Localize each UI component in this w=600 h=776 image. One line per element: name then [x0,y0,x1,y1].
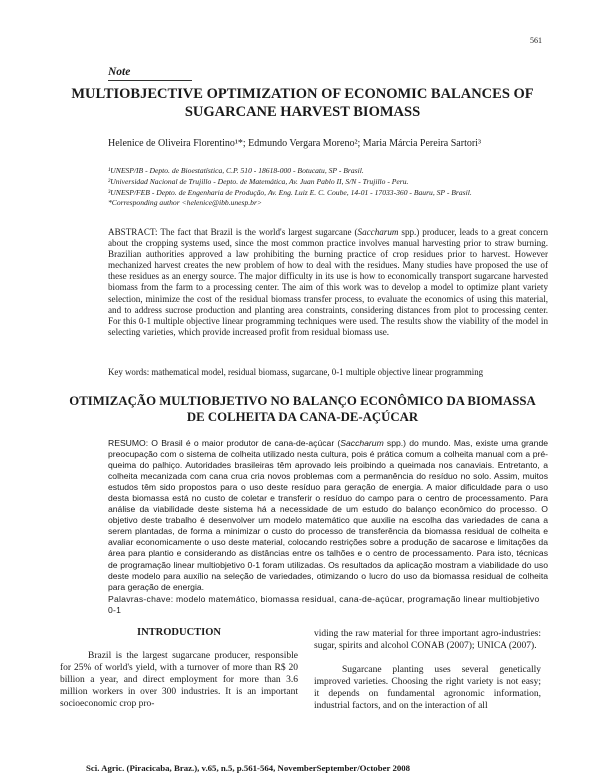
affiliations [108,166,548,209]
affiliation-3: ³UNESP/FEB - Depto. de Engenharia de Produção, Av. Eng. Luiz E. C. Coube, 14-01 - 17033-360 - Bauru, SP - Brasil. [108,187,472,197]
resumo-label: RESUMO: [108,438,149,448]
intro-paragraph-1-continued: viding the raw material for three important agro-industries: sugar, spirits and alcohol CONAB (2007); UNICA (2007). [314,629,541,651]
resumo-species: Saccharum [340,438,384,448]
resumo-text-rest: spp.) do mundo. Mas, existe uma grande preocupação com o sistema de colheita utilizado nesta cultura, pois é prática comum a colheita manual com a pré-queima do palhiço. Autoridades brasileiras têm aprovado leis proibindo a queimada nos canaviais. Entretanto, a colheita mecanizada com cana crua cria novos problemas com a permanência do resíduo no solo. Assim, muitos estudos têm sido propostos para o uso deste resíduo para geração de energia. A maior dificuldade para o uso desta biomassa está no custo de coletar e transferir o resíduo do campo para o centro de processamento. Para análise da viabilidade deste sistema há a necessidade de um estudo do balanço econômico do processo. O objetivo deste trabalho é desenvolver um modelo matemático que auxilie na escolha das variedades de cana a serem plantadas, de forma a minimizar o custo do processo de transferência da biomassa residual de colheita e avaliar economicamente o uso deste material, colocando restrições sobre a produção de sacarose e limitações da área para plantio e considerando as distâncias entre os talhões e o centro de processamento. Para isto, técnicas de programação linear multiobjetivo 0-1 foram utilizadas. Os resultados da aplicação mostram a viabilidade do uso deste modelo para auxílio na seleção de variedades, otimizando o lucro do uso da biomassa residual de colheita para geração de energia. [108,438,548,592]
abstract-text-rest: spp.) producer, leads to a great concern about the cropping systems used, since the most common practice involves manual harvesting prior to straw burning. Brazilian authorities approved a law prohibiting the burning practice of crop residues prior to harvest. However mechanized harvest creates the new problem of how to deal with the residues. Many studies have proposed the use of these residues as an energy source. The major difficulty in its use is how to economically transport sugarcane harvested biomass from the farm to a processing center. The aim of this work was to develop a model to optimize plant variety selection, minimize the cost of the residual biomass transfer process, to evaluate the economics of using this material, and to address sucrose production and planting area constraints, considering distances from plot to processing center. For this 0-1 multiple objective linear programming techniques were used. The results show the viability of the model in selecting varieties, which provide increased profit from residual biomass use. [108,227,548,337]
introduction-heading: INTRODUCTION [136,627,221,638]
affiliation-2: ²Universidad Nacional de Trujillo - Depto. de Matemática, Av. Juan Pablo II, S/N - Trujillo - Peru. [108,176,409,186]
affiliation-1: ¹UNESP/IB - Depto. de Bioestatística, C.P. 510 - 18618-000 - Botucatu, SP - Brasil. [108,166,364,175]
abstract-text-start: The fact that Brazil is the world's largest sugarcane ( [157,227,358,237]
portuguese-title: OTIMIZAÇÃO MULTIOBJETIVO NO BALANÇO ECONÔMICO DA BIOMASSA DE COLHEITA DA CANA-DE-AÇÚCAR [69,394,536,424]
intro-paragraph-1: Brazil is the largest sugarcane producer, responsible for 25% of world's yield, with a turnover of more than R$ 20 billion a year, and direct employment for more than 3.6 million workers in over 300 industries. It is an important socioeconomic crop pro- [60,651,298,709]
corresponding-author: *Corresponding author <helenice@ibb.unesp.br> [108,198,263,208]
abstract [108,227,548,338]
page-number: 561 [530,36,542,45]
abstract-species: Saccharum [357,227,399,237]
article-title: MULTIOBJECTIVE OPTIMIZATION OF ECONOMIC BALANCES OF SUGARCANE HARVEST BIOMASS [71,86,534,120]
intro-paragraph-2: Sugarcane planting uses several genetically improved varieties. Choosing the right variety is not easy; it depends on fundamental agronomic information, industrial factors, and on the interaction of all [314,665,541,711]
abstract-label: ABSTRACT: [108,227,158,237]
resumo [108,438,548,593]
keywords: Key words: mathematical model, residual biomass, sugarcane, 0-1 multiple objective linear programming [108,367,484,377]
body-column-right [314,628,541,712]
journal-footer: Sci. Agric. (Piracicaba, Braz.), v.65, n.5, p.561-564, NovemberSeptember/October 2008 [86,763,411,773]
author-list: Helenice de Oliveira Florentino¹*; Edmundo Vergara Moreno²; Maria Márcia Pereira Sartori³ [108,138,481,149]
palavras-chave: Palavras-chave: modelo matemático, biomassa residual, cana-de-açúcar, programação linear multiobjetivo 0-1 [108,594,540,615]
resumo-text-start: O Brasil é o maior produtor de cana-de-açúcar ( [148,438,341,448]
section-label: Note [108,66,131,78]
section-label-underline [108,80,192,81]
body-column-left [60,650,298,710]
